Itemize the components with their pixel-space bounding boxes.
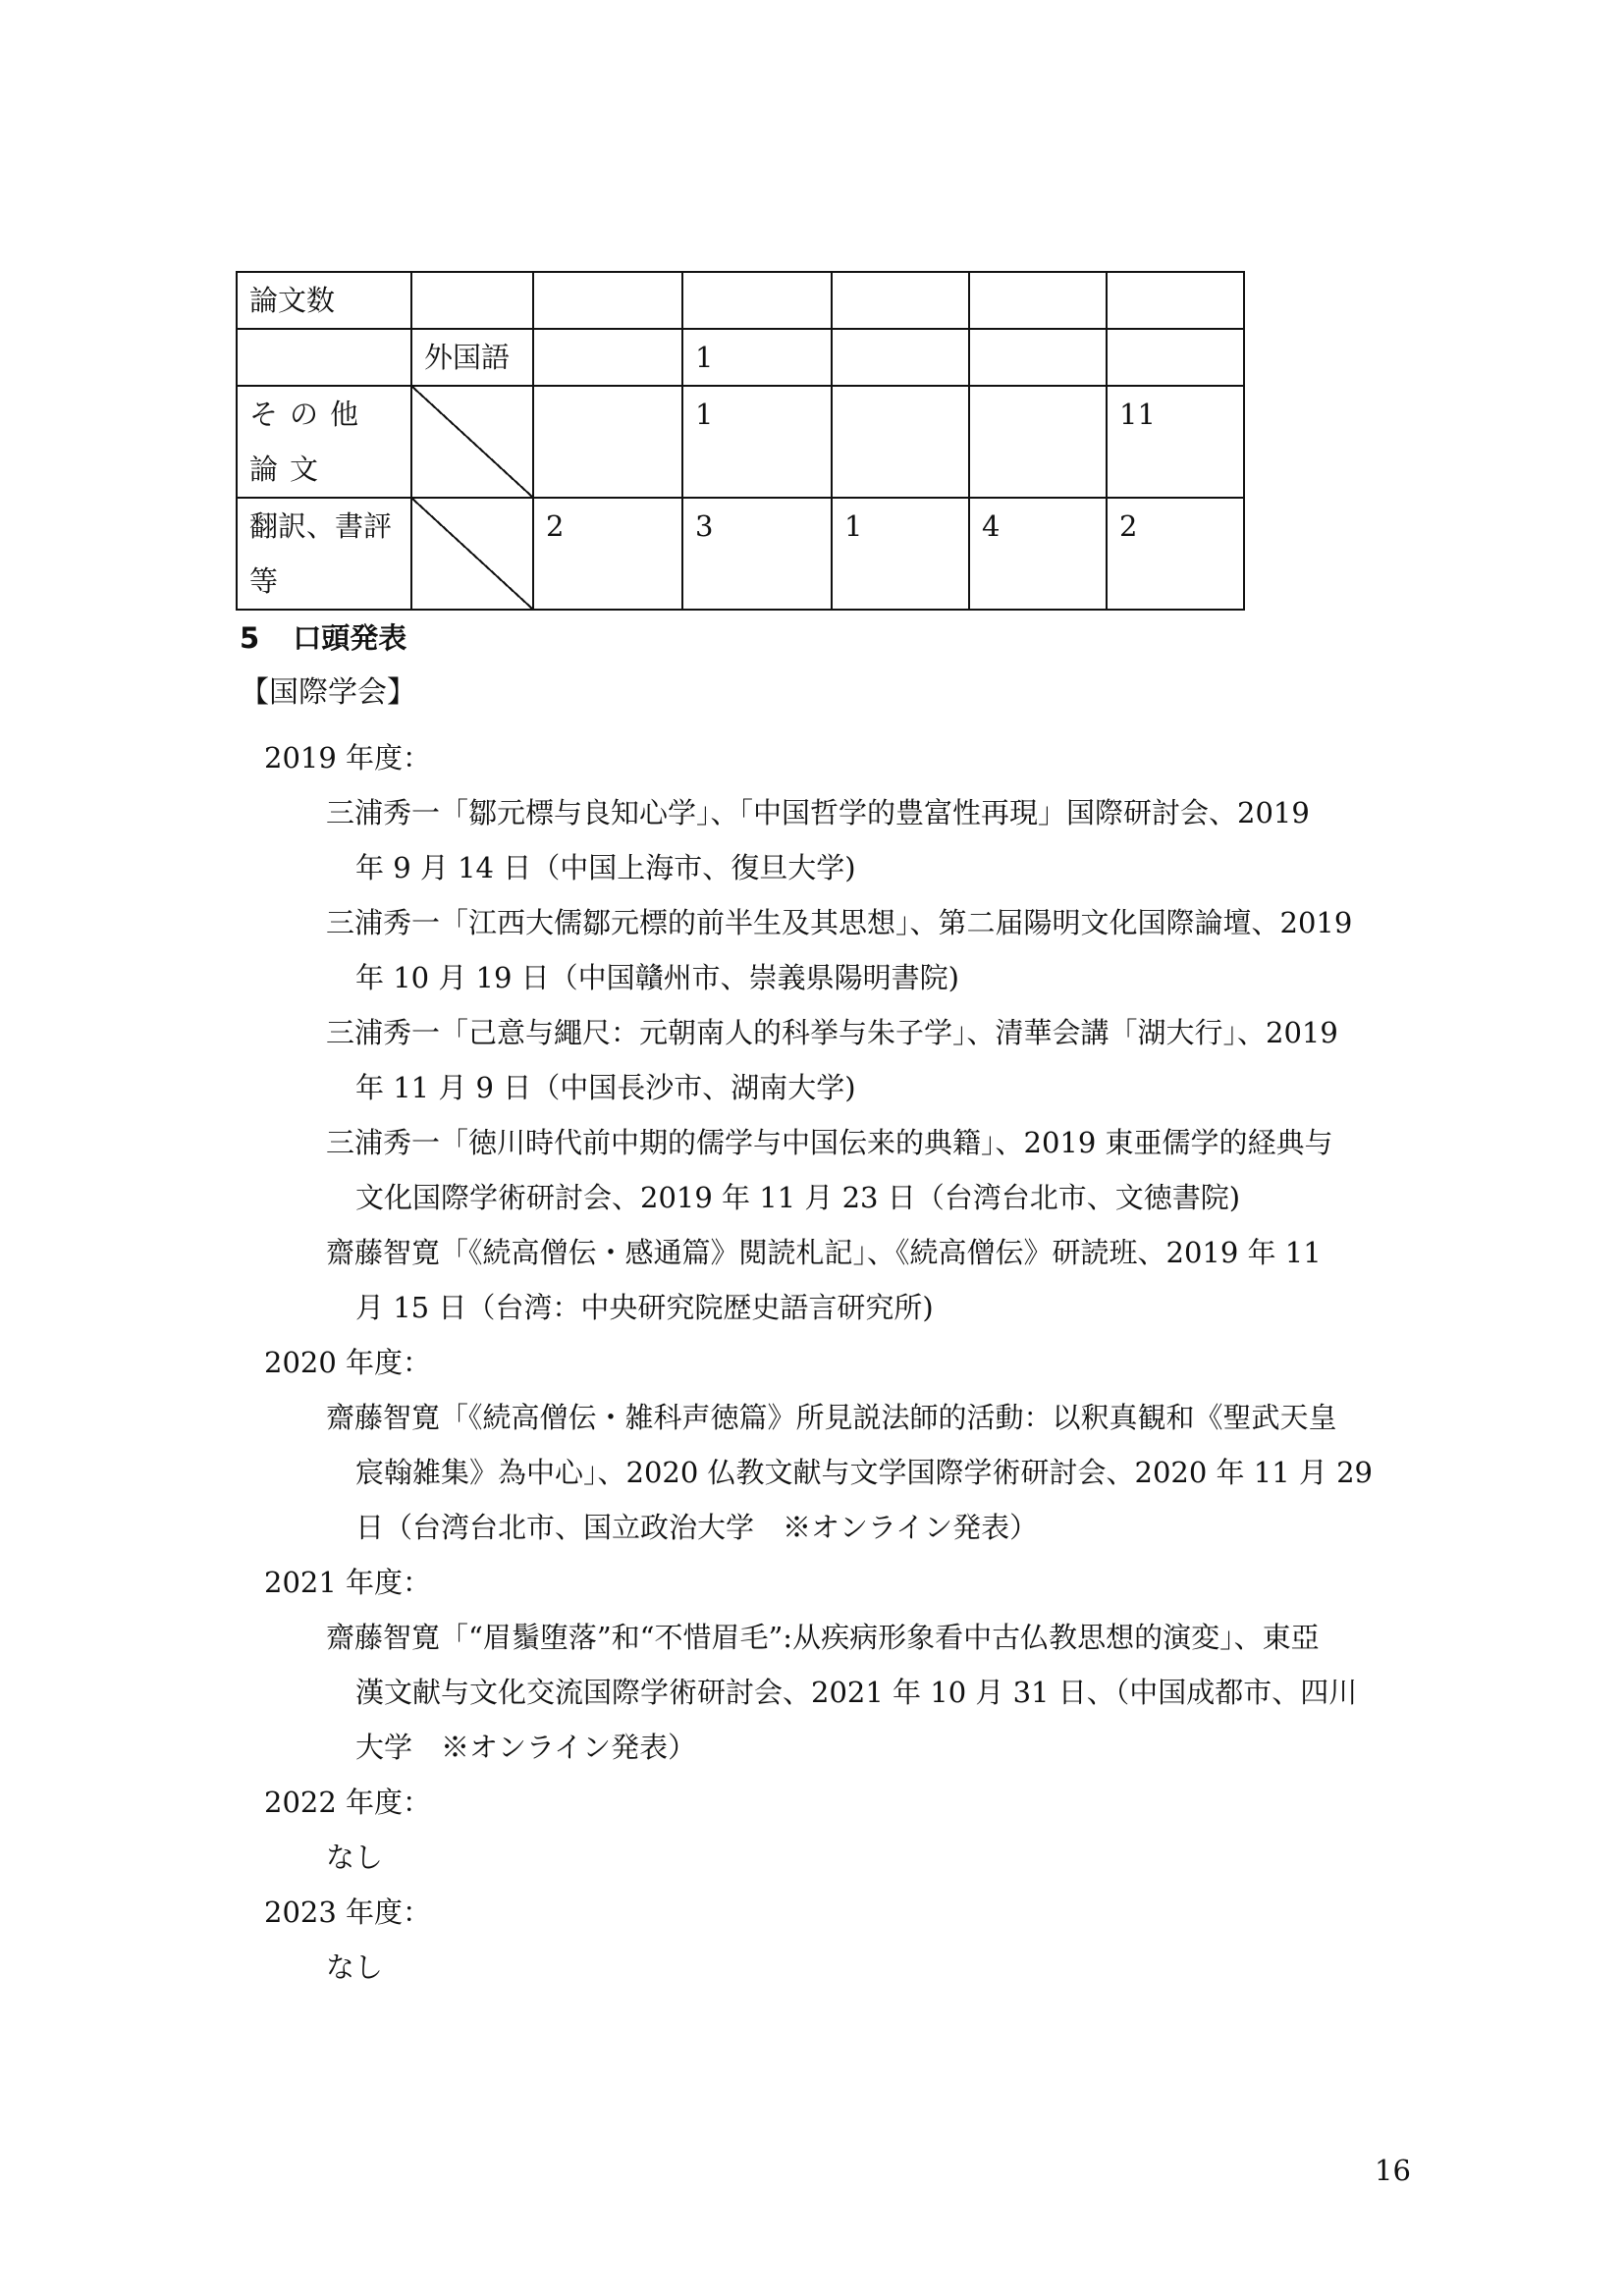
- year-label: 2020 年度：: [264, 1346, 432, 1379]
- table-cell: 3: [682, 498, 832, 610]
- section-heading: [240, 616, 406, 660]
- list-item: 三浦秀一「鄒元標与良知心学」、「中国哲学的豊富性再現」国際研討会、2019 年 9 月 14 日（中国上海市、復旦大学): [326, 796, 1310, 884]
- table-cell: [411, 272, 533, 329]
- table-cell: [1107, 329, 1244, 386]
- table-cell: [969, 386, 1107, 498]
- subsection-heading: 【国際学会】: [240, 675, 416, 710]
- none-text: なし: [326, 1950, 384, 1984]
- list-item: 齋藤智寛「“眉鬚堕落”和“不惜眉毛”:从疾病形象看中古仏教思想的演変」、東亞 漢文献与文化交流国際学術研討会、2021 年 10 月 31 日、（中国成都市、四川 大学 ※オンライン発表）: [326, 1621, 1358, 1764]
- table-row: [237, 272, 1244, 329]
- list-item: 齋藤智寛「《続高僧伝・雑科声徳篇》所見説法師的活動：以釈真観和《聖武天皇 宸翰雑集》為中心」、2020 仏教文献与文学国際学術研討会、2020 年 11 月 29 日（台湾台北市、国立政治大学 ※オンライン発表）: [326, 1401, 1374, 1544]
- table-cell: [969, 329, 1107, 386]
- table-cell: [533, 272, 682, 329]
- list-item: 三浦秀一「徳川時代前中期的儒学与中国伝来的典籍」、2019 東亜儒学的経典与 文化国際学術研討会、2019 年 11 月 23 日（台湾台北市、文徳書院): [326, 1126, 1333, 1214]
- table-cell: 2: [1107, 498, 1244, 610]
- table-cell: 4: [969, 498, 1107, 610]
- table-cell: [1107, 272, 1244, 329]
- diagonal-cell: [411, 498, 533, 610]
- table-cell: 論文数: [237, 272, 411, 329]
- diagonal-cell: [411, 386, 533, 498]
- table-cell: [533, 386, 682, 498]
- table-cell: [533, 329, 682, 386]
- year-label: 2022 年度：: [264, 1786, 432, 1819]
- year-label: 2023 年度：: [264, 1896, 432, 1929]
- table-cell: 1: [682, 329, 832, 386]
- table-row: [237, 498, 1244, 610]
- table-cell: [832, 272, 969, 329]
- table-cell: [237, 329, 411, 386]
- presentation-list: [240, 730, 1418, 1995]
- page-number: 16: [1375, 2154, 1411, 2187]
- list-item: 三浦秀一「己意与繩尺：元朝南人的科挙与朱子学」、清華会講「湖大行」、2019 年 11 月 9 日（中国長沙市、湖南大学): [326, 1016, 1338, 1104]
- none-text: なし: [326, 1841, 384, 1874]
- publication-count-table: [236, 271, 1245, 611]
- year-label: 2021 年度：: [264, 1566, 432, 1599]
- table-cell: [832, 386, 969, 498]
- year-label: 2019 年度：: [264, 741, 432, 774]
- table-cell: その他論文: [237, 386, 411, 498]
- table-cell: [969, 272, 1107, 329]
- table-row: [237, 329, 1244, 386]
- table-cell: [832, 329, 969, 386]
- list-item: 三浦秀一「江西大儒鄒元標的前半生及其思想」、第二届陽明文化国際論壇、2019 年 10 月 19 日（中国贛州市、崇義県陽明書院): [326, 906, 1353, 994]
- table-row: [237, 386, 1244, 498]
- list-item: 齋藤智寛「《続高僧伝・感通篇》閲読札記」、《続高僧伝》研読班、2019 年 11 月 15 日（台湾：中央研究院歴史語言研究所): [326, 1236, 1322, 1324]
- table-cell: 1: [682, 386, 832, 498]
- table-cell: 2: [533, 498, 682, 610]
- table-cell: 翻訳、書評等: [237, 498, 411, 610]
- table-cell: 外国語: [411, 329, 533, 386]
- section-title: 口頭発表: [293, 621, 407, 655]
- table-cell: 1: [832, 498, 969, 610]
- table-cell: 11: [1107, 386, 1244, 498]
- section-number: 5: [240, 621, 260, 655]
- table-cell: [682, 272, 832, 329]
